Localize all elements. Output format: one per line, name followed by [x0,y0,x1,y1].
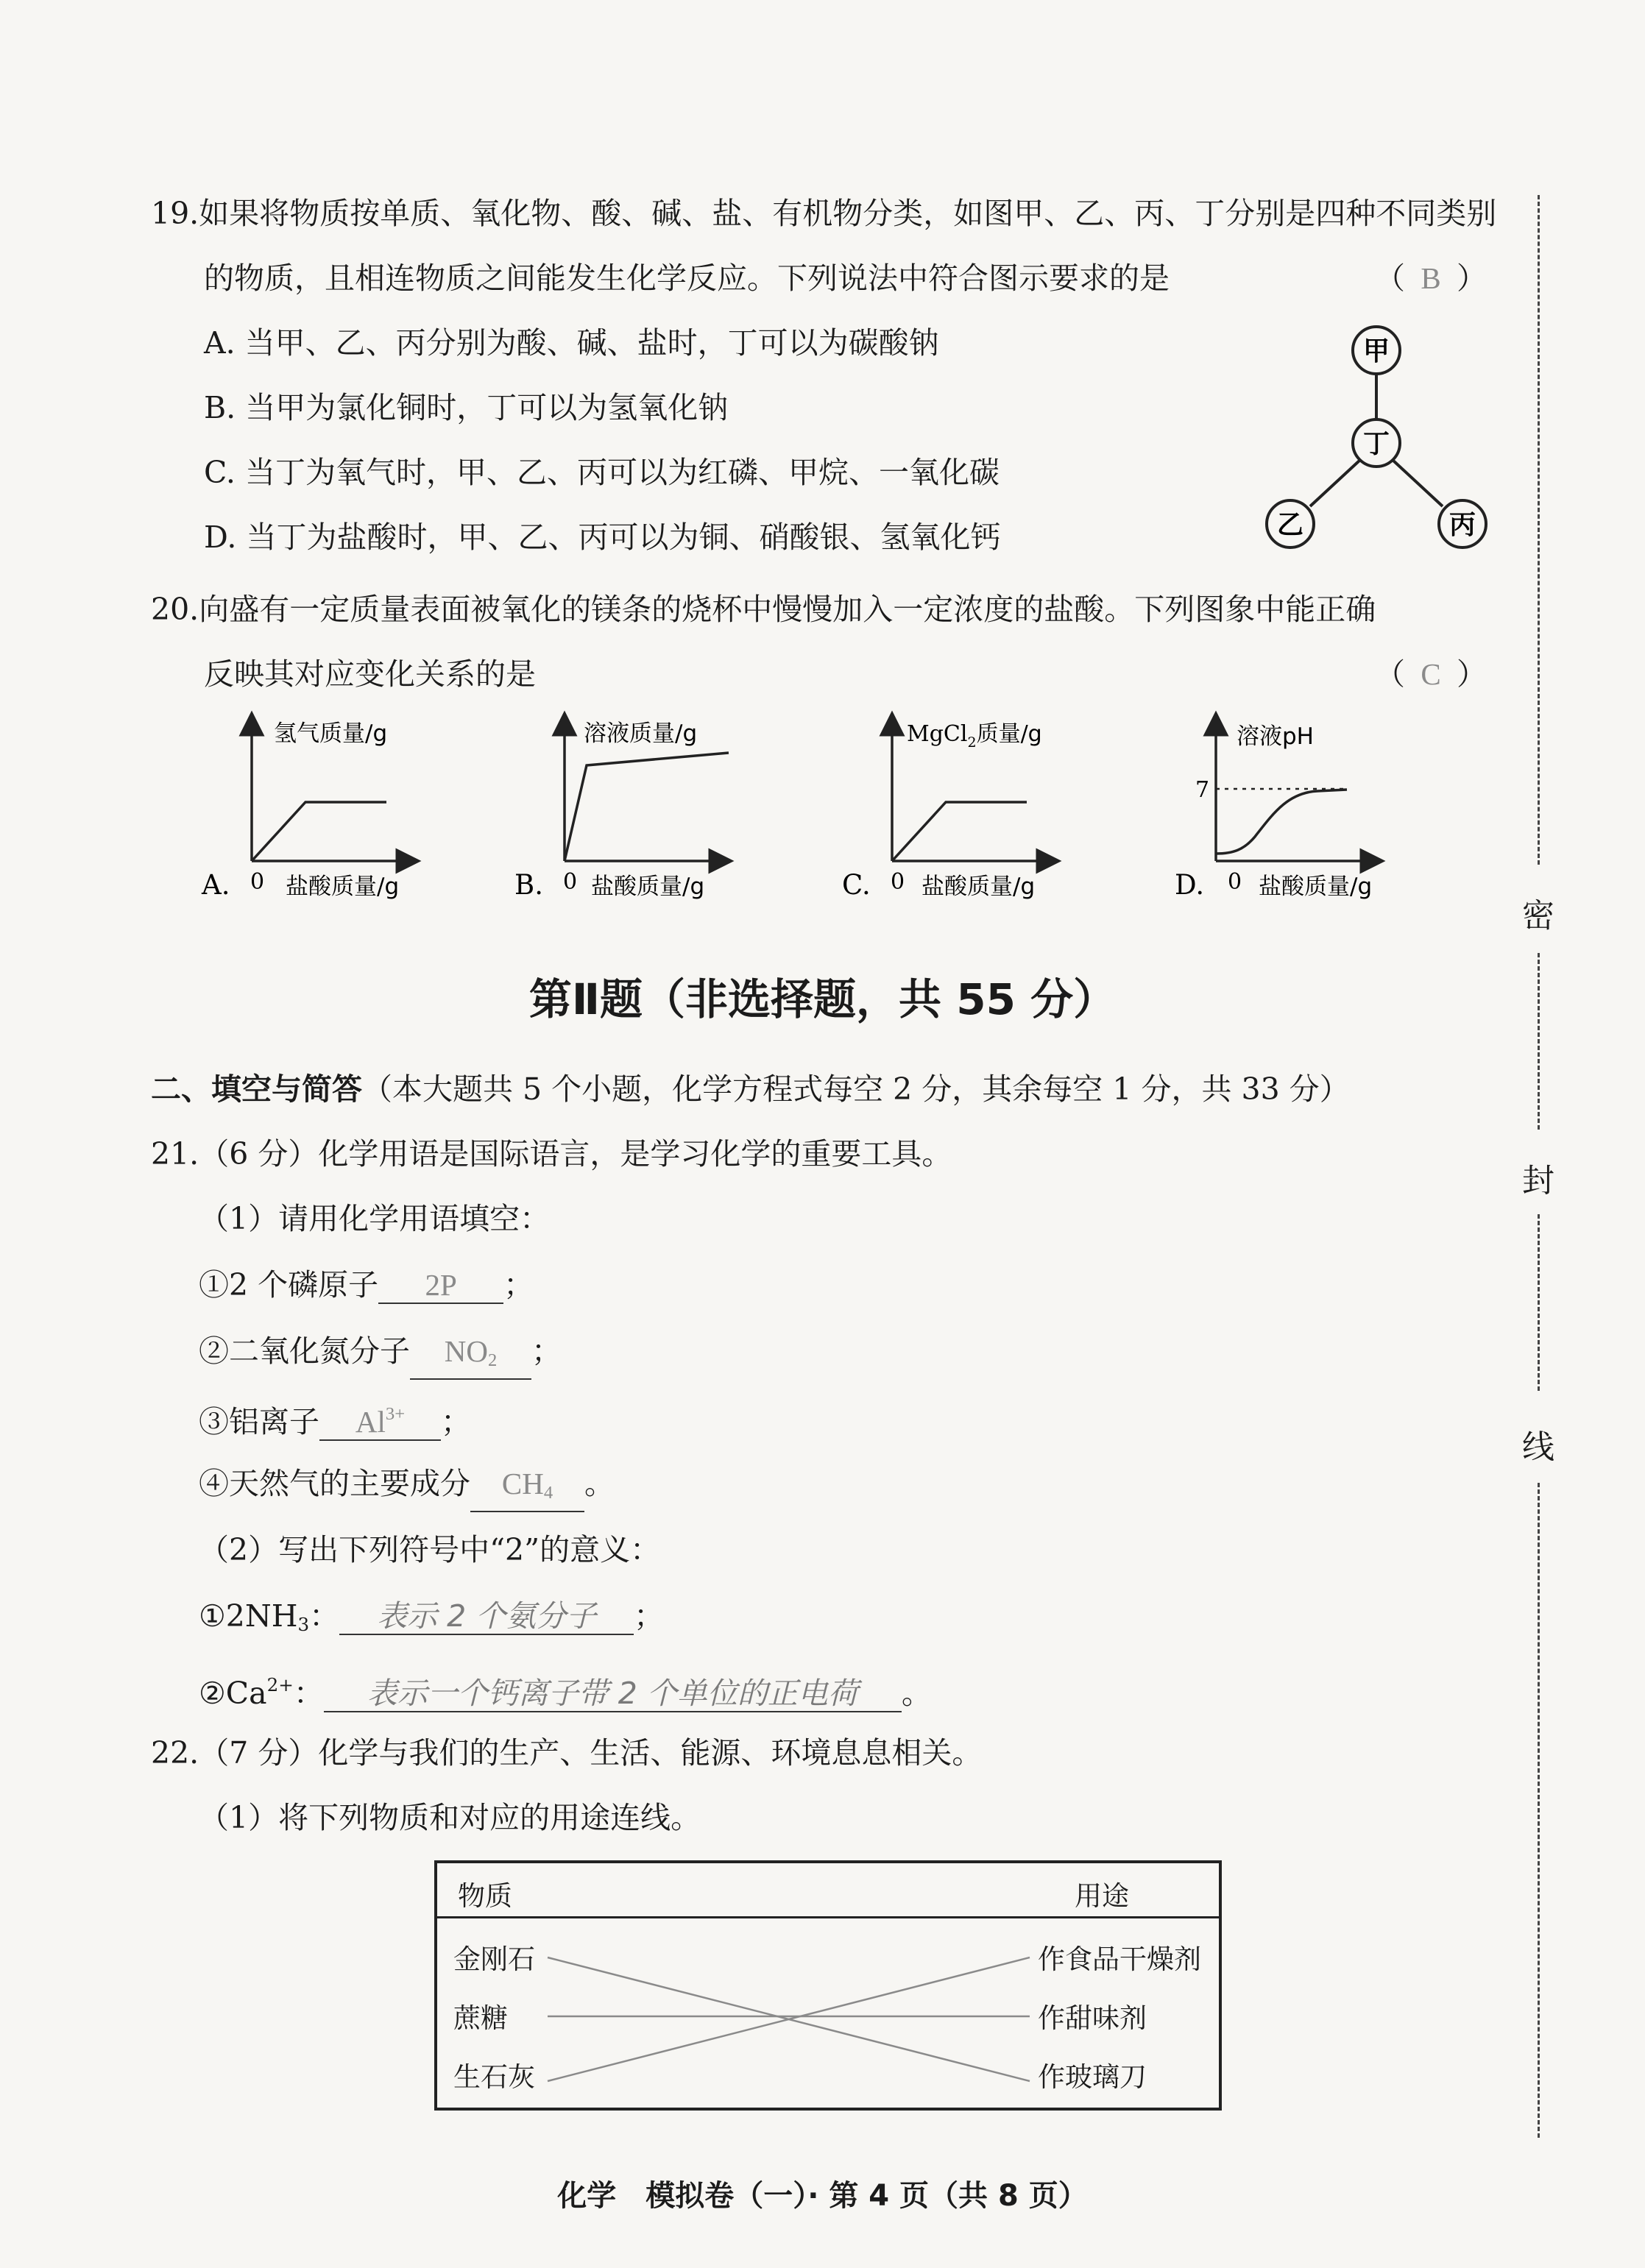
section2-heading [151,1069,1350,1110]
q19-stem-line1: 如果将物质按单质、氧化物、酸、碱、盐、有机物分类，如图甲、乙、丙、丁分别是四种不同类别 [199,196,1497,231]
q20-graph-a [199,710,434,916]
graph-d-option: D. [1175,869,1205,901]
q19-answer: B [1421,261,1441,295]
q19-option-a: A. 当甲、乙、丙分别为酸、碱、盐时，丁可以为碳酸钠 [204,325,939,361]
q21-blank-3 [319,1397,441,1441]
diagram-edge [1310,460,1360,506]
q21-item-1: ①2 个磷原子 2P ； [199,1267,534,1303]
seal-line-segment [1538,1214,1540,1391]
q21-meaning-1: $①2NH_3$： 表示 2 个氨分子 ； [199,1598,665,1636]
q21-meaning-blank-2 [324,1676,902,1712]
diagram-label-jia: 甲 [1362,336,1390,366]
q21-answer-1: 2P [425,1268,457,1302]
table-header-use: 用途 [1075,1880,1129,1912]
diagram-label-ding: 丁 [1362,429,1390,459]
q22-line [151,1732,982,1773]
q20-graph-c [839,710,1075,916]
q21-number: 21. [151,1136,199,1172]
q21-blank-1 [378,1267,503,1304]
q20-line1 [151,589,1376,630]
graph-a-option: A. [202,869,230,901]
graph-b-origin: 0 [563,869,578,895]
q20-graph-d [1163,710,1398,916]
q22-connection-lines [437,1863,1219,2108]
q21-line [151,1133,952,1174]
graph-c-xlabel: 盐酸质量/g [921,873,1036,900]
seal-char-mi: 密 [1522,897,1554,935]
q20-answer-bracket: （ C ） [1375,653,1487,695]
q21-answer-3: $Al^{3+}$ [355,1404,406,1439]
q21-blank-2 [410,1333,531,1380]
substance-2: 蔗糖 [453,2002,508,2034]
q21-meaning-blank-1 [339,1598,634,1635]
diagram-edge [1393,460,1443,506]
q22-number: 22. [151,1735,199,1771]
graph-d-ylabel: 溶液pH [1237,723,1314,750]
graph-a-origin: 0 [250,869,265,895]
substance-3: 生石灰 [453,2061,535,2093]
graph-b-option: B. [514,869,543,901]
q21-blank-4 [470,1466,584,1512]
q19-relation-diagram [1244,316,1494,559]
section2-note: （本大题共 5 个小题，化学方程式每空 2 分，其余每空 1 分，共 33 分） [362,1071,1350,1107]
q21-item-3: ③铝离子 $Al^{3+}$ ； [199,1397,471,1442]
diagram-label-yi: 乙 [1276,510,1304,540]
section2-title: 二、填空与简答 [151,1071,362,1107]
part2-title: 第Ⅱ题（非选择题，共 55 分） [528,974,1117,1024]
q21-meaning-answer-2: 表示一个钙离子带 2 个单位的正电荷 [367,1676,858,1712]
graph-c-curve [892,802,1027,861]
graph-d-xlabel: 盐酸质量/g [1259,873,1373,900]
graph-a-curve [252,802,386,861]
use-2: 作甜味剂 [1038,2002,1147,2034]
q21-part1: （1）请用化学用语填空： [199,1201,551,1236]
use-1: 作食品干燥剂 [1038,1943,1201,1975]
q21-item-2: ②二氧化氮分子 $NO_2$ ； [199,1330,562,1380]
graph-c-ylabel: MgCl$_2$质量/g [907,721,1042,751]
diagram-label-bing: 丙 [1448,510,1476,540]
graph-a-ylabel: 氢气质量/g [274,720,388,747]
q19-answer-bracket: （ B ） [1375,258,1487,299]
graph-d-tick-7: 7 [1195,777,1210,803]
graph-d-curve [1216,790,1347,854]
seal-char-xian: 线 [1522,1428,1554,1466]
q21-stem: （6 分）化学用语是国际语言，是学习化学的重要工具。 [199,1136,952,1172]
q19-stem-line2: 的物质，且相连物质之间能发生化学反应。下列说法中符合图示要求的是 [204,261,1170,296]
graph-c-option: C. [842,869,871,901]
q20-answer: C [1421,657,1441,691]
seal-char-feng: 封 [1522,1162,1554,1199]
q22-matching-table [434,1860,1222,2111]
q22-part1: （1）将下列物质和对应的用途连线。 [199,1800,701,1835]
q21-answer-4: $CH_4$ [501,1467,553,1503]
graph-d-origin: 0 [1228,869,1242,895]
page-footer: 化学 模拟卷（一）· 第 4 页（共 8 页） [557,2179,1088,2213]
q21-meaning-answer-1: 表示 2 个氨分子 [377,1598,597,1634]
q20-number: 20. [151,592,199,627]
graph-b-xlabel: 盐酸质量/g [591,873,705,900]
q21-meaning-2: $②Ca^{2+}$： 表示一个钙离子带 2 个单位的正电荷 。 [199,1674,932,1712]
graph-a-xlabel: 盐酸质量/g [286,873,400,900]
q20-stem-line2: 反映其对应变化关系的是 [204,656,536,692]
seal-line-segment [1538,195,1540,865]
q20-graph-b [512,710,747,916]
q19-option-b: B. 当甲为氯化铜时，丁可以为氢氧化钠 [204,390,729,425]
q20-stem-line1: 向盛有一定质量表面被氧化的镁条的烧杯中慢慢加入一定浓度的盐酸。下列图象中能正确 [199,592,1376,627]
q19-option-d: D. 当丁为盐酸时，甲、乙、丙可以为铜、硝酸银、氢氧化钙 [204,520,1001,555]
q21-answer-2: $NO_2$ [444,1334,498,1371]
q22-stem: （7 分）化学与我们的生产、生活、能源、环境息息相关。 [199,1735,983,1771]
use-3: 作玻璃刀 [1038,2061,1147,2093]
q19-line1 [151,193,1496,234]
q19-option-c: C. 当丁为氧气时，甲、乙、丙可以为红磷、甲烷、一氧化碳 [204,455,1000,490]
q19-number: 19. [151,196,199,231]
graph-b-ylabel: 溶液质量/g [584,720,698,747]
q21-part2: （2）写出下列符号中“2”的意义： [199,1532,661,1567]
graph-c-origin: 0 [891,869,905,895]
seal-line-segment [1538,1483,1540,2138]
substance-1: 金刚石 [453,1943,535,1975]
graph-b-curve [565,753,729,861]
q21-item-4: ④天然气的主要成分 $CH_4$ 。 [199,1463,615,1512]
table-header-substance: 物质 [458,1880,512,1912]
